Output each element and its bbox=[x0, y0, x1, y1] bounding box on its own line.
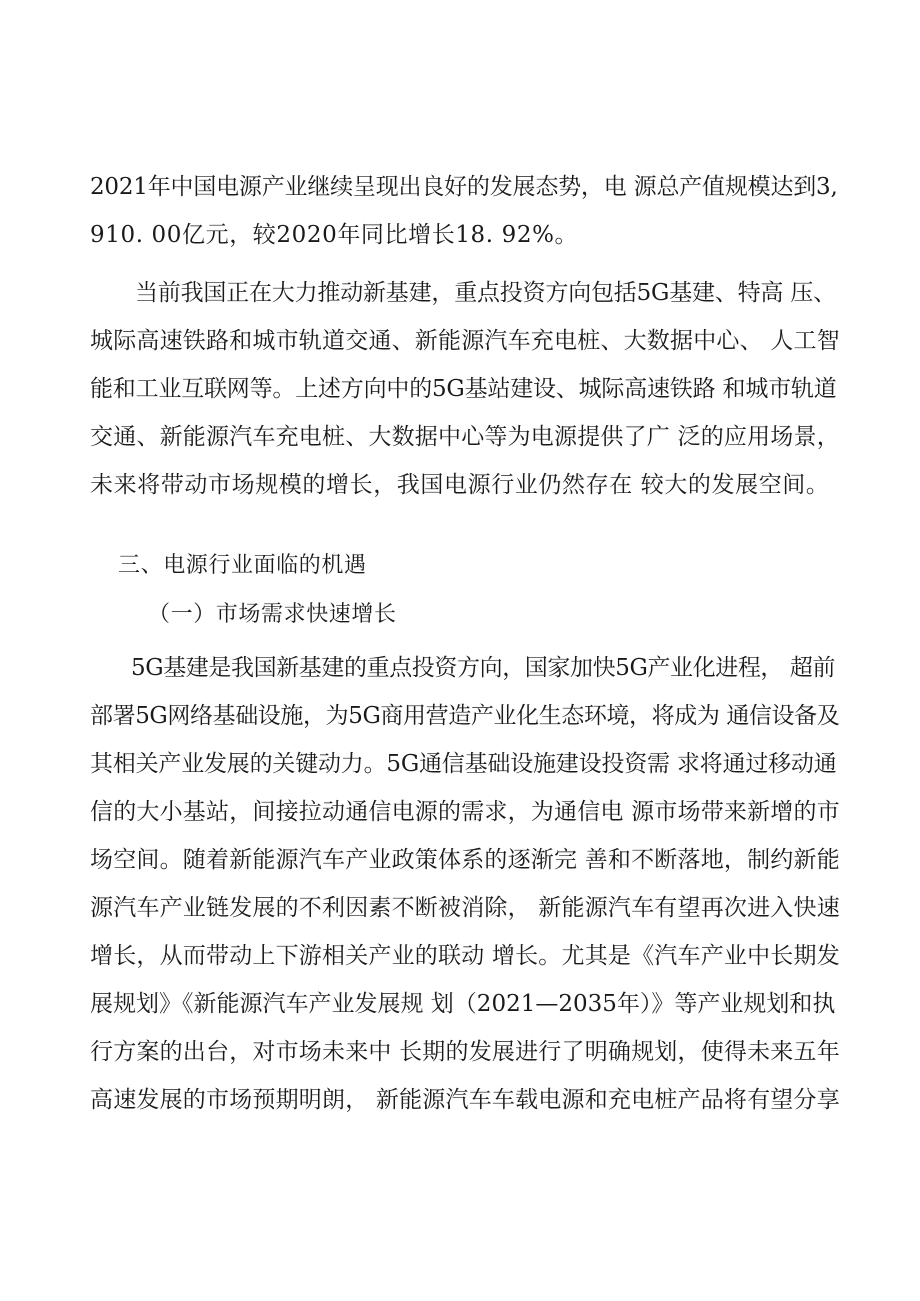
text-line: 增长，从而带动上下游相关产业的联动 增长。尤其是《汽车产业中长期发 bbox=[90, 943, 840, 969]
text-line: 城际高速铁路和城市轨道交通、新能源汽车充电桩、大数据中心、 人工智 bbox=[90, 328, 840, 354]
text-line: 其相关产业发展的关键动力。5G通信基础设施建设投资需 求将通过移动通 bbox=[90, 751, 837, 777]
text-line: 当前我国正在大力推动新基建，重点投资方向包括5G基建、特高 压、 bbox=[135, 280, 836, 306]
section-heading: 三、电源行业面临的机遇 bbox=[118, 553, 367, 578]
text-line: 910. 00亿元，较2020年同比增长18. 92%。 bbox=[90, 222, 579, 248]
text-line: 能和工业互联网等。上述方向中的5G基站建设、城际高速铁路 和城市轨道 bbox=[90, 376, 837, 402]
text-line: 信的大小基站，间接拉动通信电源的需求，为通信电 源市场带来新增的市 bbox=[90, 799, 840, 825]
text-line: 源汽车产业链发展的不利因素不断被消除， 新能源汽车有望再次进入快速 bbox=[90, 895, 840, 921]
text-line: 5G基建是我国新基建的重点投资方向，国家加快5G产业化进程， 超前 bbox=[131, 655, 836, 681]
text-line: 展规划》《新能源汽车产业发展规 划（2021—2035年）》等产业规划和执 bbox=[90, 991, 836, 1017]
text-line: 2021年中国电源产业继续呈现出良好的发展态势，电 源总产值规模达到3, bbox=[90, 174, 838, 200]
text-line: 部署5G网络基础设施，为5G商用营造产业化生态环境，将成为 通信设备及 bbox=[90, 703, 840, 729]
text-line: 行方案的出台，对市场未来中 长期的发展进行了明确规划，使得未来五年 bbox=[90, 1039, 840, 1065]
subsection-heading: （一）市场需求快速增长 bbox=[148, 602, 397, 627]
text-line: 场空间。随着新能源汽车产业政策体系的逐渐完 善和不断落地，制约新能 bbox=[90, 847, 840, 873]
text-line: 高速发展的市场预期明朗， 新能源汽车车载电源和充电桩产品将有望分享 bbox=[90, 1087, 840, 1113]
text-line: 交通、新能源汽车充电桩、大数据中心等为电源提供了广 泛的应用场景， bbox=[90, 424, 840, 450]
text-line: 未来将带动市场规模的增长，我国电源行业仍然存在 较大的发展空间。 bbox=[90, 472, 830, 498]
